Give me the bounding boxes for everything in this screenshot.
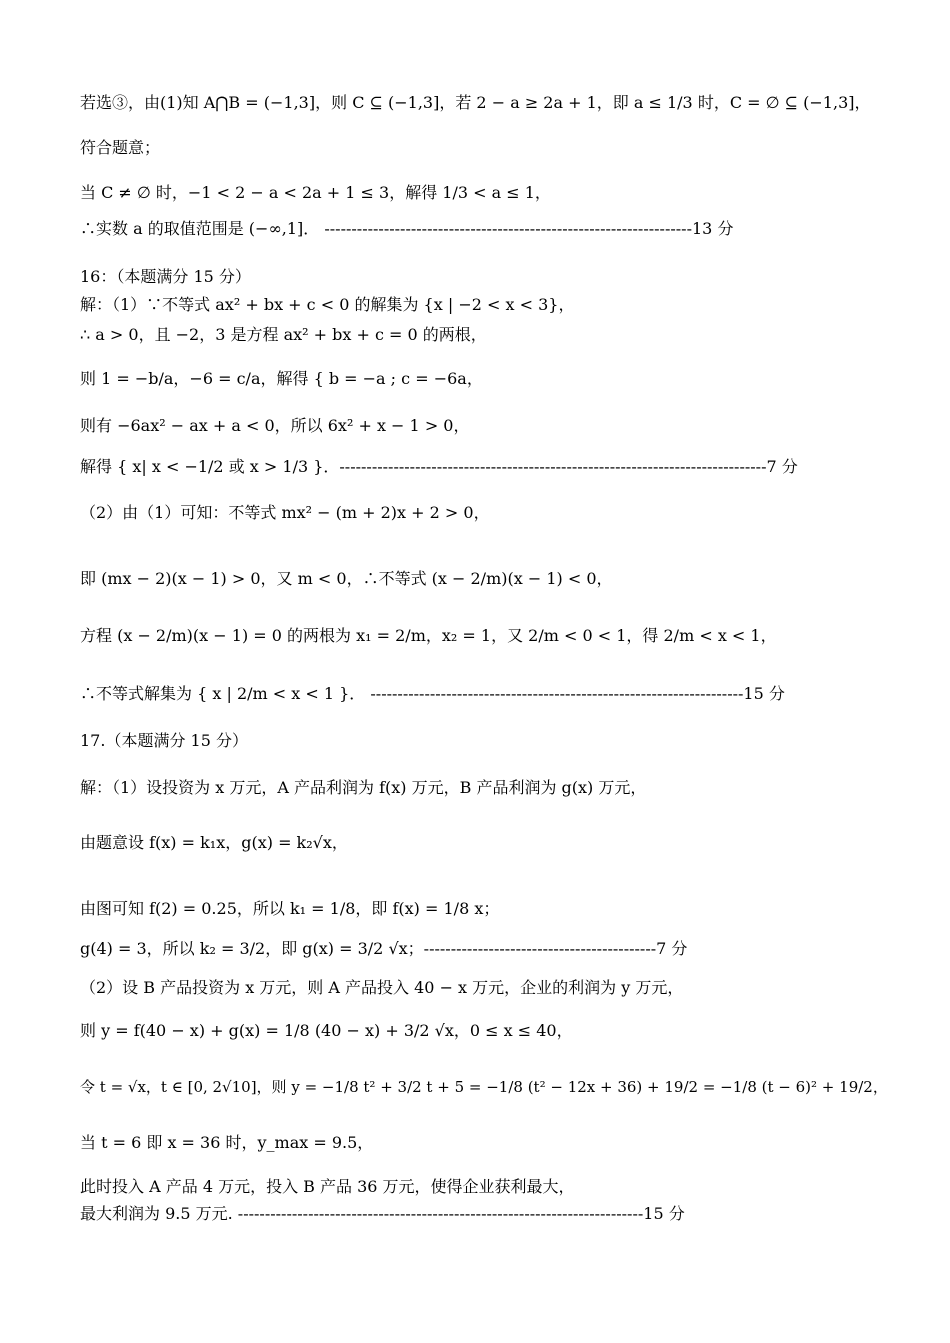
text-line: 则 y = f(40 − x) + g(x) = 1/8 (40 − x) + 3/2 √x，0 ≤ x ≤ 40， (80, 1021, 573, 1040)
text-line: （2）设 B 产品投资为 x 万元，则 A 产品投入 40 − x 万元，企业的利润为 y 万元， (80, 978, 684, 997)
text-line: 最大利润为 9.5 万元. ---------------------------------------------------------------------------15 分 (80, 1204, 685, 1223)
text-line: ∴ a > 0，且 −2，3 是方程 ax² + bx + c = 0 的两根， (80, 325, 487, 344)
text-line: 解得 { x| x < −1/2 或 x > 1/3 }．-------------------------------------------------------------------------------7 分 (80, 457, 798, 476)
text-line: 即 (mx − 2)(x − 1) > 0，又 m < 0，∴不等式 (x − 2/m)(x − 1) < 0， (80, 569, 613, 588)
text-line: 符合题意； (80, 138, 161, 157)
text-line: 令 t = √x，t ∈ [0, 2√10]，则 y = −1/8 t² + 3/2 t + 5 = −1/8 (t² − 12x + 36) + 19/2 = −1/8 (t − 6)² + 19/2， (80, 1078, 888, 1096)
section-heading: 17.（本题满分 15 分） (80, 731, 248, 750)
text-line: 解：（1）设投资为 x 万元，A 产品利润为 f(x) 万元，B 产品利润为 g(x) 万元， (80, 778, 647, 797)
text-line: 则有 −6ax² − ax + a < 0，所以 6x² + x − 1 > 0， (80, 416, 470, 435)
text-line: 此时投入 A 产品 4 万元，投入 B 产品 36 万元，使得企业获利最大， (80, 1177, 575, 1196)
text-line: 方程 (x − 2/m)(x − 1) = 0 的两根为 x₁ = 2/m，x₂ = 1，又 2/m < 0 < 1，得 2/m < x < 1， (80, 626, 777, 645)
text-line: ∴实数 a 的取值范围是 (−∞,1]． --------------------------------------------------------------------13 分 (80, 219, 734, 238)
text-line: g(4) = 3，所以 k₂ = 3/2，即 g(x) = 3/2 √x；-------------------------------------------7 分 (80, 939, 688, 958)
text-line: ∴不等式解集为 { x | 2/m < x < 1 }． ---------------------------------------------------------------------15 分 (80, 684, 785, 703)
text-line: 则 1 = −b/a，−6 = c/a，解得 { b = −a ; c = −6a， (80, 369, 483, 388)
text-line: 当 C ≠ ∅ 时，−1 < 2 − a < 2a + 1 ≤ 3，解得 1/3 < a ≤ 1， (80, 183, 551, 202)
text-line: 解：（1）∵不等式 ax² + bx + c < 0 的解集为 {x | −2 < x < 3}， (80, 295, 575, 314)
text-line: （2）由（1）可知：不等式 mx² − (m + 2)x + 2 > 0， (80, 503, 490, 522)
text-line: 由图可知 f(2) = 0.25，所以 k₁ = 1/8，即 f(x) = 1/8 x； (80, 899, 500, 918)
text-line: 当 t = 6 即 x = 36 时，y_max = 9.5， (80, 1133, 374, 1152)
section-heading: 16：（本题满分 15 分） (80, 267, 251, 286)
text-line: 由题意设 f(x) = k₁x，g(x) = k₂√x， (80, 833, 348, 852)
text-line: 若选③，由(1)知 A⋂B = (−1,3]，则 C ⊆ (−1,3]，若 2 − a ≥ 2a + 1，即 a ≤ 1/3 时，C = ∅ ⊆ (−1,3]， (80, 93, 871, 112)
